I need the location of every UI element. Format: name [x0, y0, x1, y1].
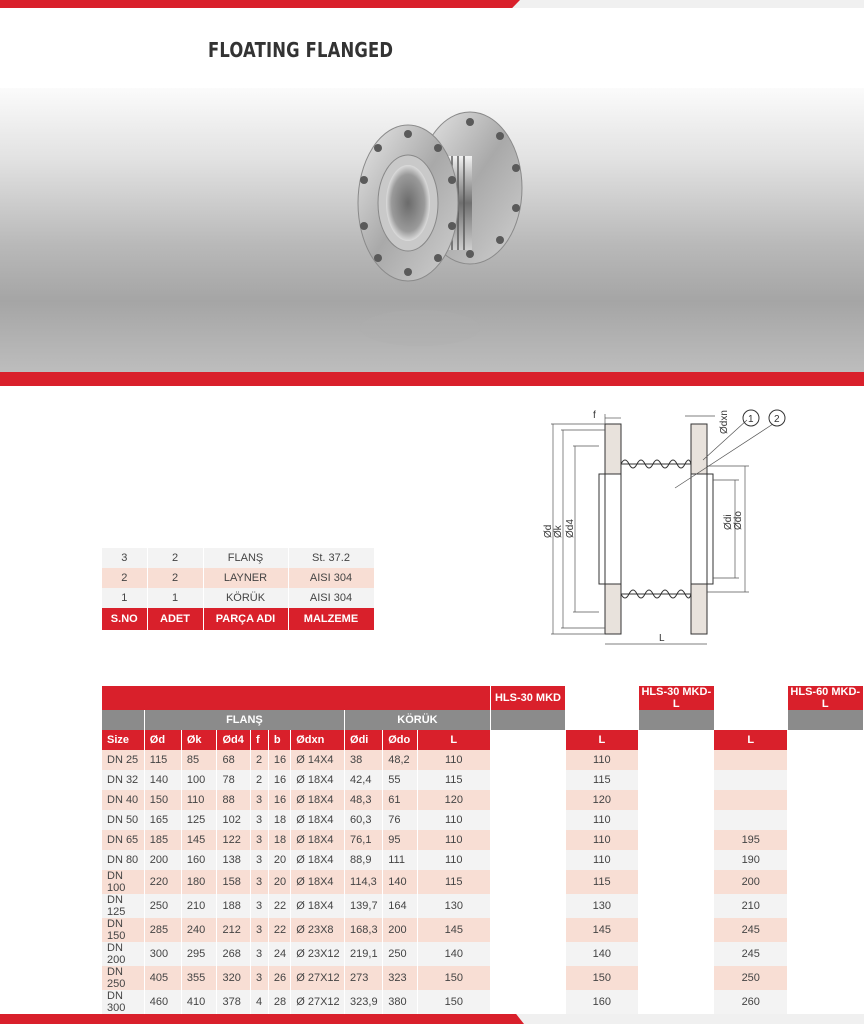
table-cell: 3 [251, 870, 269, 894]
table-cell [714, 750, 787, 770]
table-cell: 110 [566, 810, 639, 830]
table-cell: 190 [714, 850, 787, 870]
table-cell: 160 [566, 990, 639, 1014]
table-row: 1 1 KÖRÜK AISI 304 [102, 588, 374, 608]
table-cell: 130 [566, 894, 639, 918]
table-cell: 250 [714, 966, 787, 990]
svg-text:Ødo: Ødo [733, 511, 744, 530]
svg-text:Ødxn: Ødxn [719, 410, 730, 434]
table-cell: 16 [268, 750, 290, 770]
table-cell: 110 [417, 810, 490, 830]
table-cell: 114,3 [345, 870, 383, 894]
table-cell: Ø 18X4 [291, 830, 345, 850]
table-cell: 95 [383, 830, 417, 850]
table-row [102, 894, 864, 918]
product-image-icon [350, 108, 540, 368]
table-cell: 355 [181, 966, 217, 990]
table-cell: DN 65 [102, 830, 144, 850]
table-cell: 76 [383, 810, 417, 830]
parts-table [102, 548, 375, 630]
table-cell: Ø 27X12 [291, 990, 345, 1014]
table-cell: 250 [144, 894, 181, 918]
table-cell: 300 [144, 942, 181, 966]
table-cell: 460 [144, 990, 181, 1014]
table-cell: 323,9 [345, 990, 383, 1014]
table-cell: 150 [144, 790, 181, 810]
table-cell: 3 [251, 942, 269, 966]
parts-table-header: S.NO ADET PARÇA ADI MALZEME [102, 608, 374, 630]
table-cell: 115 [417, 870, 490, 894]
svg-text:L: L [659, 633, 665, 644]
table-cell: 115 [144, 750, 181, 770]
table-cell: 16 [268, 770, 290, 790]
table-cell: 110 [566, 850, 639, 870]
spec-model-header: HLS-30 MKD HLS-30 MKD-L HLS-60 MKD-L [102, 686, 864, 710]
table-cell: 110 [417, 850, 490, 870]
table-row [102, 870, 864, 894]
table-row [102, 810, 864, 830]
table-cell: 240 [181, 918, 217, 942]
table-cell: DN 100 [102, 870, 144, 894]
table-cell: 273 [345, 966, 383, 990]
table-row: 2 2 LAYNER AISI 304 [102, 568, 374, 588]
table-cell: 3 [251, 918, 269, 942]
table-cell: 150 [417, 966, 490, 990]
table-cell: Ø 18X4 [291, 770, 345, 790]
table-cell: 115 [566, 770, 639, 790]
table-cell: 111 [383, 850, 417, 870]
table-cell: 3 [251, 830, 269, 850]
table-cell: 150 [417, 990, 490, 1014]
table-cell: 210 [714, 894, 787, 918]
table-row [102, 830, 864, 850]
bottom-accent-bar [0, 1014, 864, 1024]
table-cell: 18 [268, 830, 290, 850]
table-cell: 200 [144, 850, 181, 870]
hero-accent-stripe [0, 372, 864, 386]
table-row [102, 790, 864, 810]
table-cell: 140 [383, 870, 417, 894]
table-row [102, 770, 864, 790]
table-cell: 20 [268, 870, 290, 894]
svg-text:1: 1 [748, 414, 754, 425]
table-cell: 200 [714, 870, 787, 894]
table-row [102, 966, 864, 990]
table-cell: 145 [417, 918, 490, 942]
table-cell: DN 250 [102, 966, 144, 990]
table-cell: 165 [144, 810, 181, 830]
table-cell: 378 [217, 990, 251, 1014]
table-cell: 88 [217, 790, 251, 810]
table-cell: 320 [217, 966, 251, 990]
table-cell: 3 [251, 810, 269, 830]
table-cell: 250 [383, 942, 417, 966]
table-cell: 323 [383, 966, 417, 990]
table-cell: 158 [217, 870, 251, 894]
table-cell: 110 [417, 750, 490, 770]
table-cell: 405 [144, 966, 181, 990]
table-cell: 60,3 [345, 810, 383, 830]
table-cell [714, 810, 787, 830]
spec-table [102, 686, 864, 1014]
table-cell: 48,2 [383, 750, 417, 770]
table-cell: 3 [251, 966, 269, 990]
table-cell: 55 [383, 770, 417, 790]
table-cell: 150 [566, 966, 639, 990]
table-cell: 140 [417, 942, 490, 966]
table-cell: 22 [268, 894, 290, 918]
table-cell: 18 [268, 810, 290, 830]
table-cell: DN 32 [102, 770, 144, 790]
table-cell: DN 40 [102, 790, 144, 810]
table-cell: 168,3 [345, 918, 383, 942]
table-cell: 42,4 [345, 770, 383, 790]
table-cell: DN 150 [102, 918, 144, 942]
table-cell: Ø 14X4 [291, 750, 345, 770]
table-row: 3 2 FLANŞ St. 37.2 [102, 548, 374, 568]
table-cell: 2 [251, 770, 269, 790]
table-cell: 122 [217, 830, 251, 850]
table-cell: 219,1 [345, 942, 383, 966]
top-accent-bar [0, 0, 864, 8]
table-cell: 110 [566, 750, 639, 770]
spec-group-header: FLANŞ KÖRÜK [102, 710, 864, 730]
page-title: FLOATING FLANGED [208, 38, 394, 62]
table-cell: 212 [217, 918, 251, 942]
table-cell [714, 790, 787, 810]
table-cell: 195 [714, 830, 787, 850]
table-cell: Ø 18X4 [291, 850, 345, 870]
table-cell: 285 [144, 918, 181, 942]
table-cell: 125 [181, 810, 217, 830]
table-cell: 115 [566, 870, 639, 894]
table-cell: 260 [714, 990, 787, 1014]
table-cell: 3 [251, 790, 269, 810]
table-cell: DN 125 [102, 894, 144, 918]
table-cell: 102 [217, 810, 251, 830]
spec-column-header: Size Ød Øk Ød4 f b Ødxn Ødi Ødo L L L [102, 730, 864, 750]
table-cell: 20 [268, 850, 290, 870]
table-cell: Ø 18X4 [291, 870, 345, 894]
table-cell: Ø 23X8 [291, 918, 345, 942]
table-cell: 3 [251, 850, 269, 870]
table-cell: Ø 27X12 [291, 966, 345, 990]
table-cell: 115 [417, 770, 490, 790]
table-cell: 210 [181, 894, 217, 918]
table-cell [714, 770, 787, 790]
table-cell: 410 [181, 990, 217, 1014]
table-cell: 48,3 [345, 790, 383, 810]
table-cell: Ø 18X4 [291, 790, 345, 810]
table-cell: 110 [417, 830, 490, 850]
table-cell: 180 [181, 870, 217, 894]
table-cell: DN 80 [102, 850, 144, 870]
table-cell: 130 [417, 894, 490, 918]
table-cell: 61 [383, 790, 417, 810]
table-cell: DN 200 [102, 942, 144, 966]
table-cell: 110 [181, 790, 217, 810]
table-cell: 85 [181, 750, 217, 770]
table-cell: 26 [268, 966, 290, 990]
table-cell: 295 [181, 942, 217, 966]
table-cell: 185 [144, 830, 181, 850]
table-cell: 28 [268, 990, 290, 1014]
table-cell: 139,7 [345, 894, 383, 918]
table-cell: 188 [217, 894, 251, 918]
table-cell: 110 [566, 830, 639, 850]
table-cell: 245 [714, 918, 787, 942]
table-cell: 245 [714, 942, 787, 966]
table-cell: 68 [217, 750, 251, 770]
table-cell: 16 [268, 790, 290, 810]
table-cell: 78 [217, 770, 251, 790]
table-cell: 164 [383, 894, 417, 918]
table-cell: DN 300 [102, 990, 144, 1014]
table-cell: 160 [181, 850, 217, 870]
svg-text:f: f [593, 410, 596, 421]
table-cell: 24 [268, 942, 290, 966]
table-cell: 140 [144, 770, 181, 790]
table-cell: 200 [383, 918, 417, 942]
table-cell: 2 [251, 750, 269, 770]
table-cell: 3 [251, 894, 269, 918]
table-cell: 22 [268, 918, 290, 942]
table-cell: 88,9 [345, 850, 383, 870]
table-cell: 4 [251, 990, 269, 1014]
table-cell: 120 [566, 790, 639, 810]
table-cell: Ø 18X4 [291, 894, 345, 918]
table-cell: 145 [566, 918, 639, 942]
svg-text:Ød: Ød [543, 524, 554, 538]
table-cell: Ø 23X12 [291, 942, 345, 966]
table-row [102, 990, 864, 1014]
table-cell: 100 [181, 770, 217, 790]
table-cell: 380 [383, 990, 417, 1014]
table-row [102, 942, 864, 966]
table-cell: 140 [566, 942, 639, 966]
technical-drawing [535, 408, 795, 658]
table-cell: 220 [144, 870, 181, 894]
svg-text:2: 2 [774, 414, 780, 425]
svg-text:Ød4: Ød4 [565, 519, 576, 538]
table-cell: 38 [345, 750, 383, 770]
table-row [102, 918, 864, 942]
table-row [102, 850, 864, 870]
svg-text:Øk: Øk [553, 525, 564, 538]
table-cell: DN 50 [102, 810, 144, 830]
table-cell: 138 [217, 850, 251, 870]
table-row [102, 750, 864, 770]
table-cell: Ø 18X4 [291, 810, 345, 830]
table-cell: 268 [217, 942, 251, 966]
svg-text:Ødi: Ødi [723, 514, 734, 530]
table-cell: DN 25 [102, 750, 144, 770]
table-cell: 120 [417, 790, 490, 810]
table-cell: 145 [181, 830, 217, 850]
table-cell: 76,1 [345, 830, 383, 850]
